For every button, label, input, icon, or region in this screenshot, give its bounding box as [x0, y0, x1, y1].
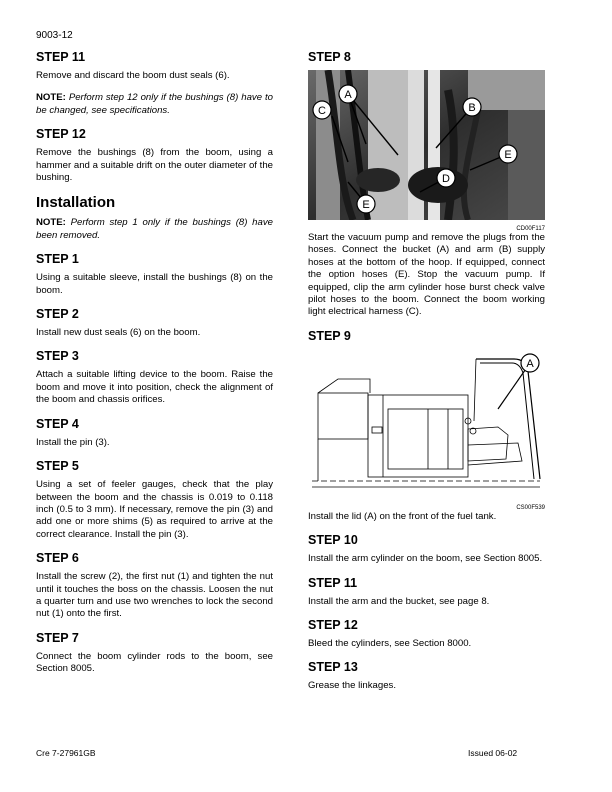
callout-b-label: B: [468, 102, 476, 114]
install-step-2-title: STEP 2: [36, 307, 79, 322]
callout-b: [463, 98, 481, 116]
install-step-10-title: STEP 10: [308, 533, 358, 548]
install-step-11-title: STEP 11: [308, 575, 358, 590]
install-step-9-text: Install the lid (A) on the front of the fuel tank.: [308, 510, 497, 522]
note-1-text: Perform step 12 only if the bushings (8) have to be changed, see specifications.: [36, 92, 273, 116]
install-step-1-text: Using a suitable sleeve, install the bushings (8) on the boom.: [36, 272, 273, 296]
callout-a-step9-label: A: [526, 357, 534, 370]
page-id: 9003-12: [36, 30, 73, 41]
install-step-4-title: STEP 4: [36, 416, 79, 431]
footer-doc-number: Cre 7-27961GB: [36, 748, 96, 758]
callout-d: [437, 169, 455, 187]
note-2: [36, 217, 273, 242]
hose-connection-photo: [308, 70, 545, 220]
install-step-5-text: Using a set of feeler gauges, check that the play between the boom and the chassis is 0.019 to 0.118 inch (0.5 to 3 mm). If necessary, remove the pin (3) and add one or more shims (5) as required to arrive at the correct clearance. Install the pin (3).: [36, 479, 273, 540]
install-step-3-text: Attach a suitable lifting device to the boom. Raise the boom and move it into position, check the alignment of the boom and chassis orifices.: [36, 369, 273, 406]
callout-e-left: [357, 195, 375, 213]
install-step-6-text: Install the screw (2), the first nut (1) and tighten the nut until it touches the boss on the chassis. Loosen the nut a quarter turn and use two wrenches to lock the second nut (1) onto the first.: [36, 571, 273, 620]
step-11-text: Remove and discard the boom dust seals (6).: [36, 70, 230, 81]
install-step-8-text: Start the vacuum pump and remove the plugs from the hoses. Connect the bucket (A) and arm (B) supply hoses at the bottom of the hoop. If equipped, connect the option hoses (E). Stop the vacuum pump. If equipped, clip the arm cylinder hose burst check valve pilot hoses to the boom. Connect the boom working light electrical harness (C).: [308, 232, 545, 318]
callout-a-label: A: [344, 89, 352, 101]
step-9-figure-code: CS00F539: [516, 504, 545, 511]
step-8-photo: [308, 70, 545, 232]
install-step-8-title: STEP 8: [308, 50, 351, 64]
footer-issue-date: Issued 06-02: [468, 748, 518, 758]
install-step-7-text: Connect the boom cylinder rods to the boom, see Section 8005.: [36, 650, 273, 675]
install-step-11-text: Install the arm and the bucket, see page 8.: [308, 595, 490, 607]
callout-c: [313, 101, 331, 119]
install-step-13-title: STEP 13: [308, 660, 358, 675]
install-step-1-title: STEP 1: [36, 252, 79, 267]
note-1: [36, 92, 273, 117]
note-2-label: NOTE:: [36, 217, 66, 229]
callout-c-label: C: [318, 105, 326, 117]
install-step-5-title: STEP 5: [36, 459, 79, 474]
install-step-3-title: STEP 3: [36, 349, 79, 364]
left-column: [36, 50, 273, 686]
install-step-4-text: Install the pin (3).: [36, 436, 110, 448]
install-step-10-text: Install the arm cylinder on the boom, see Section 8005.: [308, 553, 543, 565]
right-column: [308, 50, 545, 703]
callout-a-step9: [521, 354, 539, 372]
install-step-12-text: Bleed the cylinders, see Section 8000.: [308, 638, 472, 650]
callout-e-right: [499, 145, 517, 163]
install-step-12-title: STEP 12: [308, 618, 358, 633]
step-9-drawing: [308, 349, 545, 511]
callout-a: [339, 85, 357, 103]
fuel-tank-lid-drawing: [308, 349, 545, 499]
note-2-text: Perform step 1 only if the bushings (8) have been removed.: [36, 217, 273, 241]
install-step-2-text: Install new dust seals (6) on the boom.: [36, 327, 201, 339]
step-12-title: STEP 12: [36, 127, 86, 142]
install-step-7-title: STEP 7: [36, 630, 79, 645]
callout-e-left-label: E: [362, 199, 370, 211]
callout-e-right-label: E: [504, 149, 512, 161]
install-step-9-title: STEP 9: [308, 328, 351, 343]
step-12-text: Remove the bushings (8) from the boom, using a hammer and a suitable drift on the outer diameter of the bushing.: [36, 147, 273, 184]
note-1-label: NOTE:: [36, 92, 66, 104]
section-installation-heading: Installation: [36, 194, 116, 212]
install-step-13-text: Grease the linkages.: [308, 680, 396, 692]
step-8-figure-code: CD00F117: [516, 226, 545, 232]
step-11-title: STEP 11: [36, 50, 86, 64]
install-step-6-title: STEP 6: [36, 551, 79, 566]
callout-d-label: D: [442, 173, 450, 185]
